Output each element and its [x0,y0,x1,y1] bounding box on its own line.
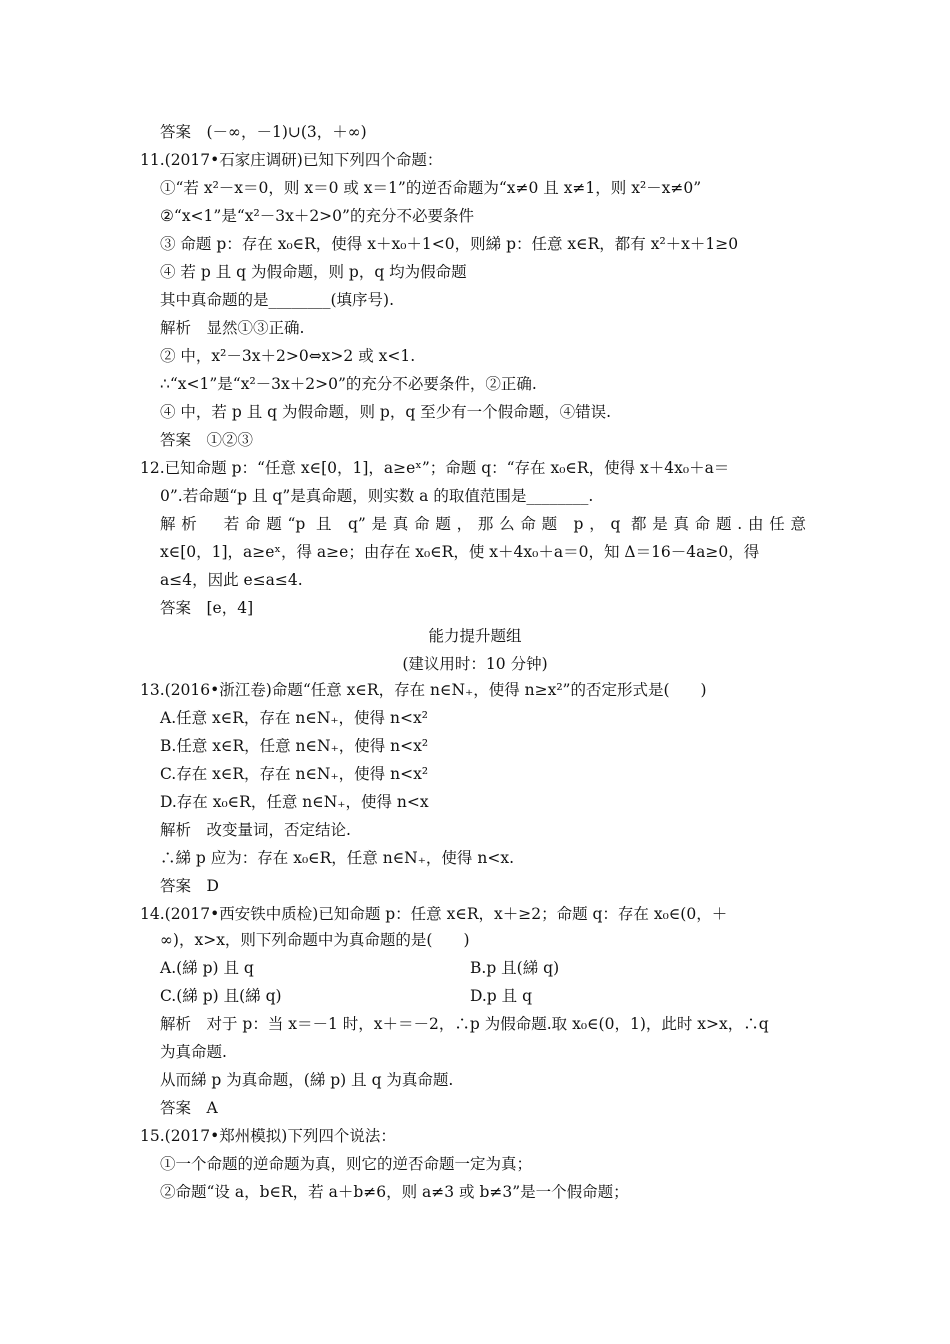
q11-analysis-3: ∴“x<1”是“x²－3x＋2>0”的充分不必要条件，②正确. [160,375,537,393]
answer-12: 答案 [e，4] [160,599,254,617]
q14-analysis-2: 为真命题. [160,1043,227,1061]
q15-statement-2: ②命题“设 a，b∈R，若 a＋b≠6，则 a≠3 或 b≠3”是一个假命题； [160,1183,629,1201]
q11-analysis-1: 解析 显然①③正确. [160,319,305,337]
question-11-stem: 11.(2017•石家庄调研)已知下列四个命题： [140,151,443,169]
q11-analysis-4: ④ 中，若 p 且 q 为假命题，则 p，q 至少有一个假命题，④错误. [160,403,612,421]
q13-analysis-1: 解析 改变量词，否定结论. [160,821,351,839]
q14-option-d: D.p 且 q [470,987,533,1005]
q14-option-a: A.(綈 p) 且 q [160,959,254,977]
q12-analysis-2: x∈[0，1]，a≥eˣ，得 a≥e；由存在 x₀∈R，使 x＋4x₀＋a＝0，知 Δ＝16－4a≥0，得 [160,543,760,561]
q13-option-c: C.存在 x∈R，存在 n∈N₊，使得 n<x² [160,765,429,783]
q13-analysis-2: ∴綈 p 应为：存在 x₀∈R，任意 n∈N₊，使得 n<x. [160,849,514,867]
question-12-stem-2: 0”.若命题“p 且 q”是真命题，则实数 a 的取值范围是________. [160,487,594,505]
q11-prompt: 其中真命题的是________(填序号). [160,291,395,309]
q14-analysis-1: 解析 对于 p：当 x＝－1 时，x＋＝－2，∴p 为假命题.取 x₀∈(0，1)，此时 x>x，∴q [160,1015,769,1033]
q13-option-d: D.存在 x₀∈R，任意 n∈N₊，使得 n<x [160,793,429,811]
q14-analysis-3: 从而綈 p 为真命题，(綈 p) 且 q 为真命题. [160,1071,454,1089]
q11-statement-2: ②“x<1”是“x²－3x＋2>0”的充分不必要条件 [160,207,474,225]
question-12-stem-1: 12.已知命题 p：“任意 x∈[0，1]，a≥eˣ”；命题 q：“存在 x₀∈R，使得 x＋4x₀＋a＝ [140,459,730,477]
q12-analysis-1: 解析 若命题“p 且 q”是真命题，那么命题 p，q 都是真命题.由任意 [160,515,806,533]
q14-option-c: C.(綈 p) 且(綈 q) [160,987,282,1005]
q13-option-a: A.任意 x∈R，存在 n∈N₊，使得 n<x² [160,709,428,727]
q13-option-b: B.任意 x∈R，任意 n∈N₊，使得 n<x² [160,737,429,755]
section-subheading: (建议用时：10 分钟) [402,655,548,673]
q14-option-b: B.p 且(綈 q) [470,959,560,977]
question-15-stem: 15.(2017•郑州模拟)下列四个说法： [140,1127,396,1145]
answer-10: 答案 (－∞，－1)∪(3，＋∞) [160,123,367,141]
q11-analysis-2: ② 中，x²－3x＋2>0⇔x>2 或 x<1. [160,347,416,365]
answer-11: 答案 ①②③ [160,431,254,449]
answer-13: 答案 D [160,877,219,895]
q11-statement-3: ③ 命题 p：存在 x₀∈R，使得 x＋x₀＋1<0，则綈 p：任意 x∈R，都有 x²＋x＋1≥0 [160,235,739,253]
q11-statement-4: ④ 若 p 且 q 为假命题，则 p，q 均为假命题 [160,263,467,281]
question-13-stem: 13.(2016•浙江卷)命题“任意 x∈R，存在 n∈N₊，使得 n≥x²”的否定形式是( ) [140,681,707,699]
answer-14: 答案 A [160,1099,218,1117]
q12-analysis-3: a≤4，因此 e≤a≤4. [160,571,303,589]
q15-statement-1: ①一个命题的逆命题为真，则它的逆否命题一定为真； [160,1155,533,1173]
question-14-stem-1: 14.(2017•西安铁中质检)已知命题 p：任意 x∈R，x＋≥2；命题 q：存在 x₀∈(0，＋ [140,905,728,923]
question-14-stem-2: ∞)，x>x，则下列命题中为真命题的是( ) [160,931,470,949]
q11-statement-1: ①“若 x²－x＝0，则 x＝0 或 x＝1”的逆否命题为“x≠0 且 x≠1，则 x²－x≠0” [160,179,702,197]
section-heading: 能力提升题组 [428,627,522,645]
